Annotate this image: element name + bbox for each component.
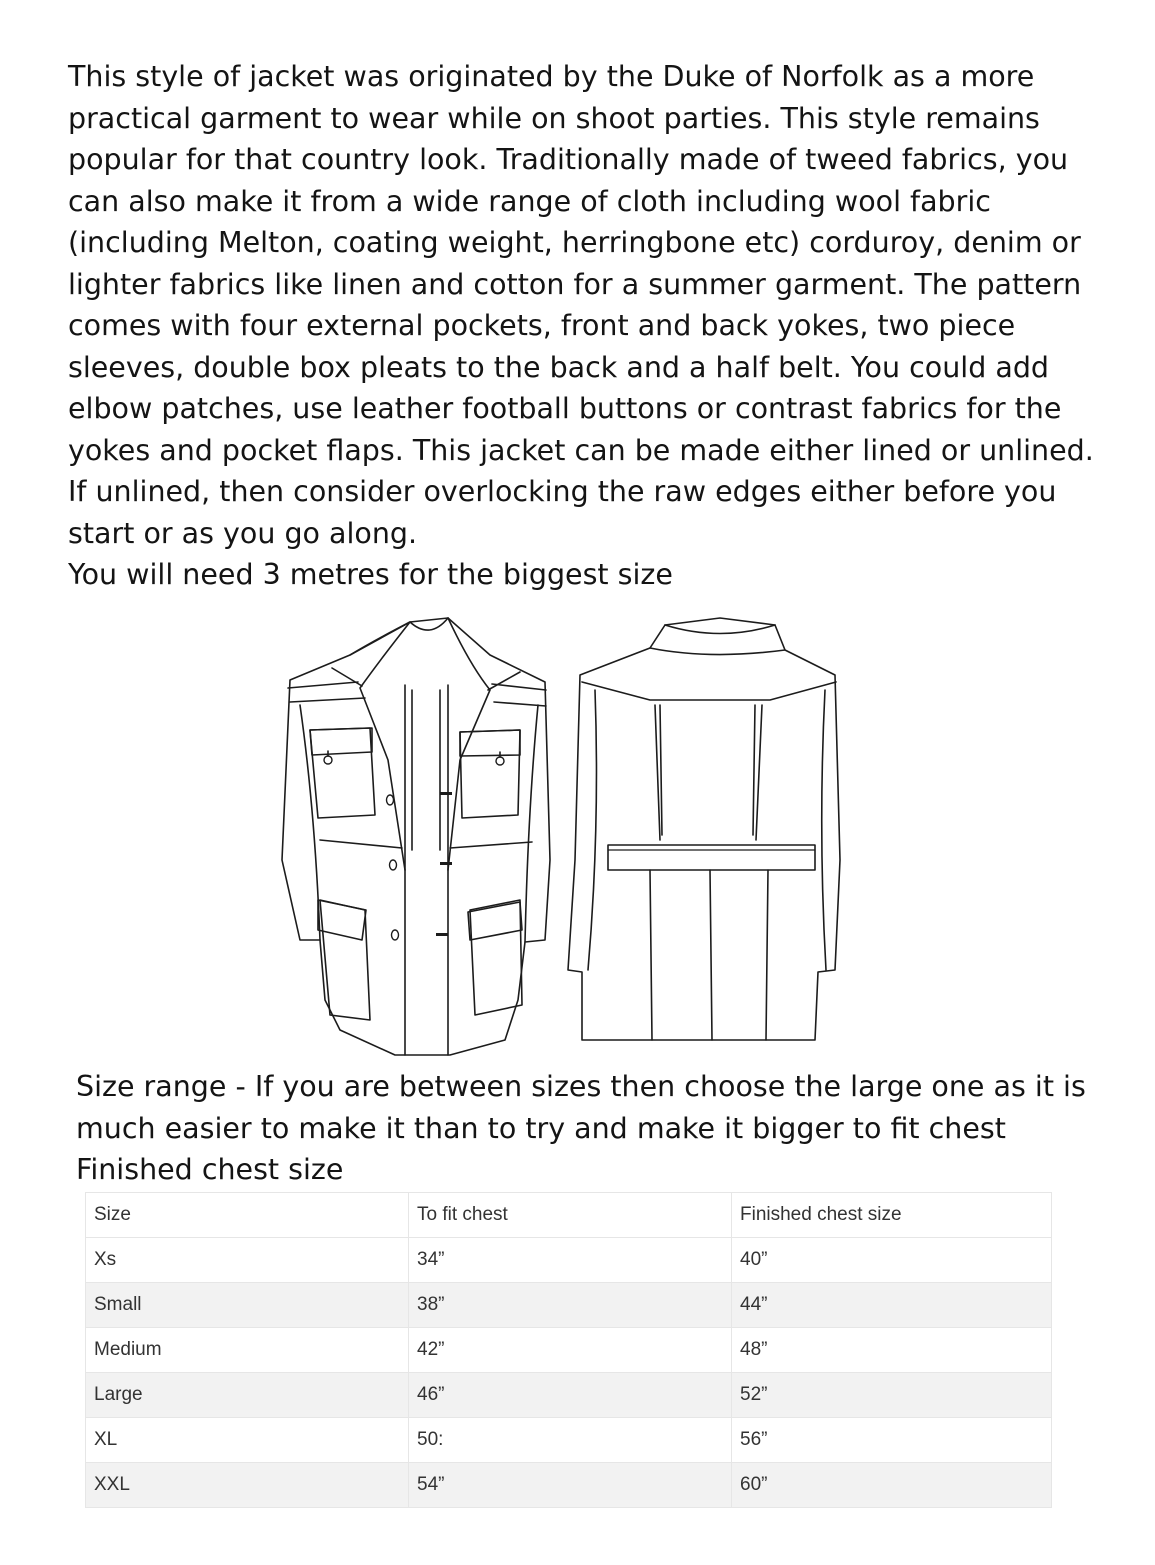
size-cell: Medium [86, 1328, 409, 1373]
size-table [85, 1192, 1052, 1508]
finished-chest-cell: 48” [732, 1328, 1052, 1373]
finished-chest-cell: 60” [732, 1463, 1052, 1508]
table-header-row [86, 1193, 1052, 1238]
table-row [86, 1238, 1052, 1283]
size-range-intro: Size range - If you are between sizes then choose the large one as it is much easier to make it than to try and make it bigger to fit chest [76, 1070, 1086, 1145]
table-row [86, 1373, 1052, 1418]
jacket-technical-drawing [270, 610, 850, 1070]
column-header: To fit chest [409, 1193, 732, 1238]
fabric-requirement: You will need 3 metres for the biggest size [68, 558, 673, 591]
table-row [86, 1283, 1052, 1328]
table-row [86, 1328, 1052, 1373]
finished-chest-cell: 40” [732, 1238, 1052, 1283]
column-header: Finished chest size [732, 1193, 1052, 1238]
jacket-front-view [282, 618, 550, 1055]
size-cell: Small [86, 1283, 409, 1328]
fit-chest-cell: 42” [409, 1328, 732, 1373]
size-cell: XXL [86, 1463, 409, 1508]
size-cell: Large [86, 1373, 409, 1418]
fit-chest-cell: 46” [409, 1373, 732, 1418]
fit-chest-cell: 54” [409, 1463, 732, 1508]
finished-chest-cell: 56” [732, 1418, 1052, 1463]
finished-chest-cell: 52” [732, 1373, 1052, 1418]
size-cell: Xs [86, 1238, 409, 1283]
size-cell: XL [86, 1418, 409, 1463]
fit-chest-cell: 38” [409, 1283, 732, 1328]
fit-chest-cell: 50: [409, 1418, 732, 1463]
table-row [86, 1463, 1052, 1508]
size-table-title: Finished chest size [76, 1153, 344, 1186]
finished-chest-cell: 44” [732, 1283, 1052, 1328]
size-range-section [76, 1066, 1116, 1191]
jacket-back-view [568, 618, 840, 1040]
description-paragraph: This style of jacket was originated by the Duke of Norfolk as a more practical garment to wear while on shoot parties. This style remains popular for that country look. Traditionally made of tweed fabrics, you can also make it from a wide range of cloth including wool fabric (including Melton, coating weight, herringbone etc) corduroy, denim or lighter fabrics like linen and cotton for a summer garment. The pattern comes with four external pockets, front and back yokes, two piece sleeves, double box pleats to the back and a half belt. You could add elbow patches, use leather football buttons or contrast fabrics for the yokes and pocket flaps. This jacket can be made either lined or unlined. If unlined, then consider overlocking the raw edges either before you start or as you go along. [68, 60, 1094, 550]
description [68, 56, 1108, 596]
column-header: Size [86, 1193, 409, 1238]
fit-chest-cell: 34” [409, 1238, 732, 1283]
table-row [86, 1418, 1052, 1463]
